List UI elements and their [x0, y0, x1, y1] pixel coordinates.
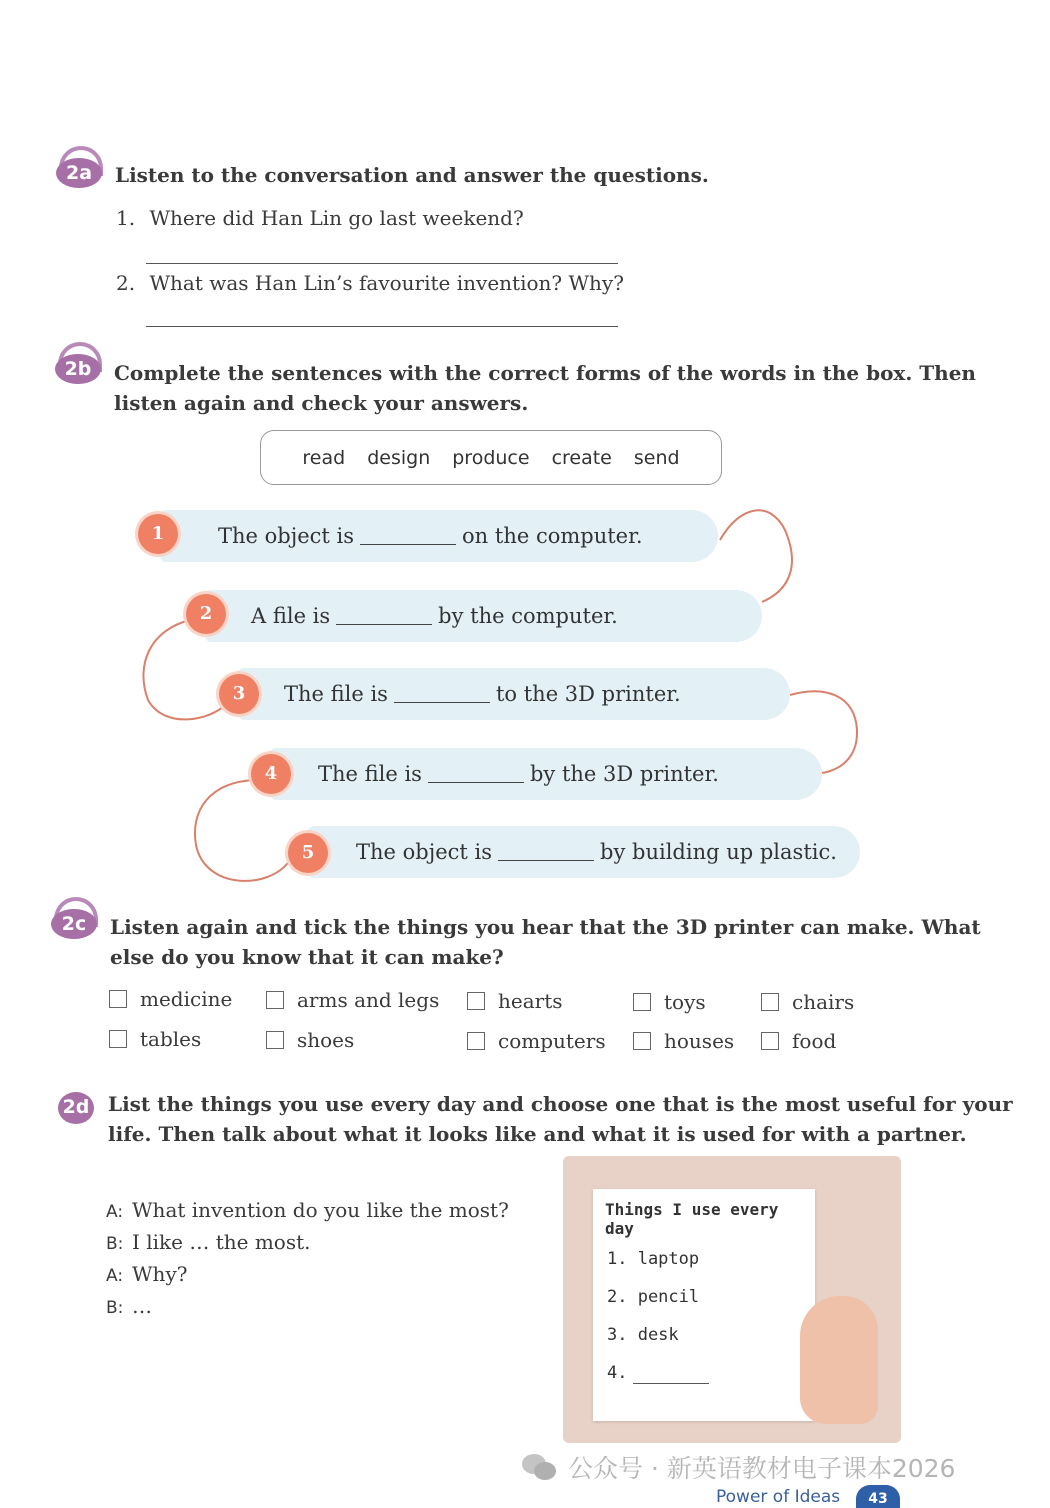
- dialogue-line-4: B: …: [106, 1294, 152, 1318]
- section-2c-badge: 2c: [51, 897, 101, 943]
- sentence-number-4: 4: [251, 754, 291, 794]
- word: create: [551, 446, 612, 469]
- option-chairs[interactable]: chairs: [761, 990, 854, 1014]
- word: produce: [452, 446, 530, 469]
- section-2a-instruction: Listen to the conversation and answer the questions.: [115, 163, 709, 187]
- option-tables[interactable]: tables: [109, 1027, 201, 1051]
- sentence-number-2: 2: [186, 594, 226, 634]
- sentence-bar-3: The file is to the 3D printer.: [238, 668, 790, 720]
- checkbox[interactable]: [266, 1031, 284, 1049]
- section-2b-instruction: Complete the sentences with the correct forms of the words in the box. Then listen again and check your answers.: [114, 361, 976, 415]
- question-number: 1.: [116, 206, 136, 230]
- option-toys[interactable]: toys: [633, 990, 706, 1014]
- sentence-number-5: 5: [288, 833, 328, 873]
- word: read: [302, 446, 346, 469]
- checkbox[interactable]: [266, 991, 284, 1009]
- sentence-bar-4: The file is by the 3D printer.: [270, 748, 822, 800]
- sentence-bar-1: The object is on the computer.: [160, 510, 718, 562]
- word: send: [633, 446, 680, 469]
- note-title: Things I use every day: [605, 1200, 779, 1238]
- sentence-number-1: 1: [138, 514, 178, 554]
- option-medicine[interactable]: medicine: [109, 987, 232, 1011]
- fill-in-blank[interactable]: [498, 843, 594, 861]
- fill-in-blank[interactable]: [394, 685, 490, 703]
- hand-image: [800, 1296, 878, 1424]
- sentence-bar-2: A file is by the computer.: [205, 590, 762, 642]
- note-item: 1. laptop: [607, 1249, 700, 1269]
- note-item: 3. desk: [607, 1325, 679, 1345]
- dialogue-line-2: B: I like … the most.: [106, 1230, 311, 1254]
- section-2c-instruction: Listen again and tick the things you hear that the 3D printer can make. What else do you know that it can make?: [110, 915, 981, 969]
- note-blank[interactable]: [633, 1383, 709, 1384]
- fill-in-blank[interactable]: [336, 607, 432, 625]
- checkbox[interactable]: [633, 993, 651, 1011]
- dialogue-line-3: A: Why?: [106, 1262, 188, 1286]
- page-number: 43: [856, 1485, 900, 1508]
- section-2d-instruction: List the things you use every day and choose one that is the most useful for your life. Then talk about what it looks like and what it is used for with a partner.: [108, 1092, 1013, 1146]
- checkbox[interactable]: [109, 1030, 127, 1048]
- option-hearts[interactable]: hearts: [467, 989, 563, 1013]
- question-text: Where did Han Lin go last weekend?: [149, 206, 524, 230]
- option-houses[interactable]: houses: [633, 1029, 734, 1053]
- connector-1-2: [720, 510, 792, 602]
- section-2a-badge: 2a: [56, 146, 106, 192]
- option-shoes[interactable]: shoes: [266, 1028, 354, 1052]
- wechat-icon: [522, 1452, 558, 1482]
- question-number: 2.: [116, 271, 136, 295]
- note-item: 4.: [607, 1363, 628, 1383]
- question-text: What was Han Lin’s favourite invention? Why?: [149, 271, 624, 295]
- section-2d-badge: 2d: [56, 1084, 106, 1130]
- unit-title: Power of Ideas: [716, 1487, 841, 1507]
- word: design: [367, 446, 431, 469]
- checkbox[interactable]: [467, 1032, 485, 1050]
- watermark: 公众号 · 新英语教材电子课本2026: [522, 1449, 955, 1485]
- checkbox[interactable]: [109, 990, 127, 1008]
- option-computers[interactable]: computers: [467, 1029, 606, 1053]
- checkbox[interactable]: [633, 1032, 651, 1050]
- fill-in-blank[interactable]: [428, 765, 524, 783]
- checkbox[interactable]: [761, 993, 779, 1011]
- option-food[interactable]: food: [761, 1029, 836, 1053]
- dialogue-line-1: A: What invention do you like the most?: [106, 1198, 509, 1222]
- fill-in-blank[interactable]: [360, 527, 456, 545]
- note-item: 2. pencil: [607, 1287, 700, 1307]
- sentence-number-3: 3: [219, 674, 259, 714]
- note-card: [593, 1189, 815, 1421]
- checkbox[interactable]: [761, 1032, 779, 1050]
- sentence-bar-5: The object is by building up plastic.: [308, 826, 860, 878]
- section-2b-badge: 2b: [55, 342, 105, 388]
- option-arms-and-legs[interactable]: arms and legs: [266, 988, 439, 1012]
- checkbox[interactable]: [467, 992, 485, 1010]
